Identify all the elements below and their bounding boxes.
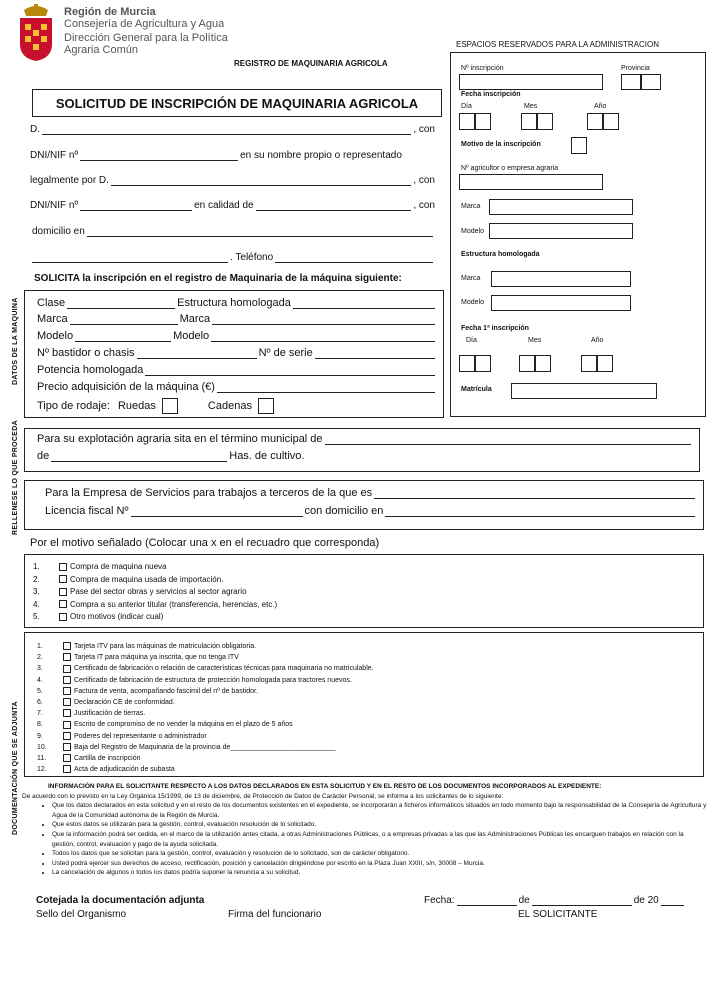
docs-item-text: Factura de venta, acompañando fascimil del nº de bastidor. <box>74 687 258 695</box>
clase-field[interactable] <box>67 298 175 309</box>
docs-item-number: 1. <box>37 643 43 650</box>
info-intro: De acuerdo con lo previsto en la Ley Orgánica 15/1999, de 13 de diciembre, de Protección de Datos de Carácter Personal, se informa a los solicitantes de lo siguiente: <box>22 792 504 800</box>
admin-marca-field[interactable] <box>489 199 633 215</box>
info-bullet: • Todos los datos que se solicitan para la gestión, control, evaluación y resolución de lo solicitado, son de carácter obligatorio. <box>52 849 708 859</box>
docs-checkbox[interactable] <box>63 676 71 684</box>
cotejada-label: Cotejada la documentación adjunta <box>36 895 205 906</box>
docs-item-number: 6. <box>37 699 43 707</box>
admin-fecha1-label: Fecha 1ª inscripción <box>461 325 529 332</box>
admin-dia-label: Día <box>461 103 472 110</box>
motivo-item-number: 3. <box>33 587 40 596</box>
motivo-item-number: 5. <box>33 612 40 621</box>
info-bullet: • Usted podrá ejercer sus derechos de acceso, rectificación, posición y cancelación dirigiéndose por escrito en la Plaza Juan XXIII, s/n, 30008 – Murcia. <box>52 859 708 869</box>
docs-item-number: 7. <box>37 710 43 718</box>
admin-mes-field-1[interactable] <box>521 113 537 130</box>
applicant-dni-row: DNI/NIF nº en su nombre propio o representado <box>30 150 402 161</box>
docs-item-number: 3. <box>37 665 43 673</box>
docs-item-text: Tarjeta ITV para las máquinas de matriculación obligatoria. <box>74 643 257 650</box>
empresa-field[interactable] <box>374 488 695 499</box>
admin-dia-field-2[interactable] <box>475 113 491 130</box>
coat-of-arms-icon <box>14 4 58 62</box>
admin-n-inscripcion-field[interactable] <box>459 74 603 90</box>
motivo-box <box>24 554 704 628</box>
representative-capacity-field[interactable] <box>256 200 412 211</box>
docs-list <box>37 641 374 775</box>
docs-item-number: 8. <box>37 721 43 729</box>
address-continued-field[interactable] <box>32 252 228 263</box>
estructura-modelo-field[interactable] <box>211 331 435 342</box>
admin-estructura-label: Estructura homologada <box>461 251 540 258</box>
docs-item-text: Certificado de fabricación de estructura de protección homologada para tractores nuevos. <box>74 676 352 684</box>
admin-matricula-field[interactable] <box>511 383 657 399</box>
docs-item-text: Tarjeta IT para máquina ya inscrita, que no tenga ITV <box>74 654 239 662</box>
motivo-item <box>33 599 277 612</box>
docs-item-text: Certificado de fabricación o relación de características técnicas para maquinaria no matriculable. <box>74 665 374 673</box>
docs-item <box>37 719 374 730</box>
org-directorate-2: Agraria Común <box>64 44 138 56</box>
admin-dia2-label: Día <box>466 337 477 344</box>
admin-estructura-marca-field[interactable] <box>491 271 631 287</box>
admin-mes-field-2[interactable] <box>537 113 553 130</box>
company-address-field[interactable] <box>385 506 695 517</box>
applicant-name-field[interactable] <box>42 124 411 135</box>
precio-row: Precio adquisición de la máquina (€) <box>37 381 437 393</box>
admin-marca-label: Marca <box>461 203 481 210</box>
docs-item-text: Justificación de tierras. <box>74 710 146 718</box>
info-section <box>22 782 708 878</box>
info-bullet: • La cancelación de algunos o todos los datos podría suponer la renuncia a su solicitud. <box>52 868 708 878</box>
motivo-item <box>33 574 277 587</box>
firma-label: Firma del funcionario <box>228 909 322 920</box>
admin-n-agricultor-field[interactable] <box>459 174 603 190</box>
representative-dni-field[interactable] <box>80 200 192 211</box>
admin-mes2-field-2[interactable] <box>535 355 551 372</box>
motivo-title: Por el motivo señalado (Colocar una x en el recuadro que corresponda) <box>30 537 380 549</box>
motivo-checkbox[interactable] <box>59 588 67 596</box>
address-row: domicilio en <box>32 226 435 237</box>
admin-ano-label: Año <box>594 103 607 110</box>
fill-side-label: RELLENESE LO QUE PROCEDA <box>12 420 19 535</box>
admin-ano-field-1[interactable] <box>587 113 603 130</box>
form-title: SOLICITUD DE INSCRIPCIÓN DE MAQUINARIA AGRICOLA <box>55 95 419 111</box>
info-title: INFORMACIÓN PARA EL SOLICITANTE RESPECTO A LOS DATOS DECLARADOS EN ESTA SOLICITUD Y EN EL RESTO DE LOS DOCUMENTOS INCORPORADOS AL EXPEDIENTE: <box>48 783 602 790</box>
docs-item <box>37 686 374 697</box>
docs-item <box>37 675 374 686</box>
docs-item <box>37 663 374 674</box>
admin-ano2-label: Año <box>591 337 604 344</box>
applicant-name-row: D. , con <box>30 124 435 135</box>
admin-modelo-field[interactable] <box>489 223 633 239</box>
docs-box <box>24 632 704 777</box>
admin-dia2-field-1[interactable] <box>459 355 475 372</box>
licencia-row: Licencia fiscal Nº con domicilio en <box>45 505 697 517</box>
motivo-item <box>33 561 277 574</box>
admin-provincia-label: Provincia <box>621 65 650 72</box>
phone-field[interactable] <box>275 252 433 263</box>
docs-item-text: Acta de adjudicación de subasta <box>74 766 175 774</box>
hectares-row: de Has. de cultivo. <box>37 450 305 462</box>
docs-item-number: 9. <box>37 732 43 740</box>
ruedas-checkbox[interactable] <box>162 398 178 414</box>
solicitante-label: EL SOLICITANTE <box>518 909 598 920</box>
admin-motivo-label: Motivo de la inscripción <box>461 141 541 148</box>
docs-checkbox[interactable] <box>63 665 71 673</box>
empresa-row: Para la Empresa de Servicios para trabajos a terceros de la que es <box>45 487 697 499</box>
marca-field[interactable] <box>70 314 178 325</box>
municipality-row: Para su explotación agraria sita en el término municipal de <box>37 433 693 445</box>
form-title-box <box>32 89 442 117</box>
info-bullet: • Que estos datos se utilizarán para la gestión, control, evaluación resolución de lo solicitado. <box>52 820 708 830</box>
docs-checkbox[interactable] <box>63 732 71 740</box>
bastidor-row: Nº bastidor o chasis Nº de serie <box>37 347 437 359</box>
docs-checkbox[interactable] <box>63 653 71 661</box>
admin-marca2-label: Marca <box>461 275 481 282</box>
region-logo <box>14 4 58 62</box>
licencia-field[interactable] <box>131 506 303 517</box>
machine-data-box <box>24 290 444 418</box>
info-bullets <box>22 801 708 878</box>
motivo-item-text: Compra de maquina usada de importación. <box>70 574 224 584</box>
municipality-field[interactable] <box>325 434 691 445</box>
representative-name-field[interactable] <box>111 175 411 186</box>
admin-matricula-label: Matrícula <box>461 386 492 393</box>
docs-item-number: 11. <box>37 755 47 763</box>
estructura-field[interactable] <box>293 298 435 309</box>
admin-modelo-label: Modelo <box>461 228 484 235</box>
motivo-checkbox[interactable] <box>59 563 67 571</box>
date-year-field[interactable] <box>661 895 684 906</box>
docs-checkbox[interactable] <box>63 743 71 751</box>
docs-item-number: 2. <box>37 654 43 662</box>
machine-side-label: DATOS DE LA MAQUINA <box>12 297 19 385</box>
org-name: Región de Murcia <box>64 6 156 18</box>
admin-n-agricultor-label: Nº agricultor o empresa agraria <box>461 165 559 172</box>
admin-provincia-field-1[interactable] <box>621 74 641 90</box>
admin-mes2-label: Mes <box>528 337 542 344</box>
admin-reserved-title: ESPACIOS RESERVADOS PARA LA ADMINISTRACION <box>456 40 660 49</box>
motivo-item-number: 1. <box>33 562 40 571</box>
motivo-item-text: Compra de maquina nueva <box>70 562 167 571</box>
representative-row: legalmente por D. , con <box>30 175 435 186</box>
docs-item-number: 4. <box>37 676 43 684</box>
date-day-field[interactable] <box>457 895 517 906</box>
admin-provincia-field-2[interactable] <box>641 74 661 90</box>
motivo-list <box>33 561 277 624</box>
docs-checkbox[interactable] <box>63 698 71 706</box>
admin-modelo2-label: Modelo <box>461 299 484 306</box>
info-bullet: • Que los datos declarados en esta solicitud y en el resto de los documentos existentes en el expediente, se incorporarán a ficheros informáticos situados en todo momento bajo la responsabilidad de la Consejería de Agricultura y Agua de la Comunidad autónoma de la Región de Murcia. <box>52 801 708 820</box>
motivo-item-number: 4. <box>33 599 40 609</box>
admin-mes2-field-1[interactable] <box>519 355 535 372</box>
admin-ano-field-2[interactable] <box>603 113 619 130</box>
docs-checkbox[interactable] <box>63 765 71 773</box>
date-row: Fecha: de de 20 <box>424 895 686 906</box>
org-directorate: Dirección General para la Política <box>64 32 228 44</box>
phone-row: . Teléfono <box>30 252 435 263</box>
docs-side-label: DOCUMENTACIÓN QUE SE ADJUNTA <box>12 701 19 835</box>
date-month-field[interactable] <box>532 895 632 906</box>
admin-panel <box>450 52 706 417</box>
motivo-item <box>33 586 277 599</box>
admin-n-inscripcion-label: Nº inscripción <box>461 65 504 72</box>
motivo-item-text: Pase del sector obras y servicios al sector agrario <box>70 587 247 596</box>
serie-field[interactable] <box>315 348 435 359</box>
docs-item-number: 12. <box>37 766 47 774</box>
admin-motivo-field[interactable] <box>571 137 587 154</box>
docs-item-text: Baja del Registro de Maquinaria de la provincia de___________________________ <box>74 743 336 751</box>
address-field[interactable] <box>87 226 433 237</box>
registry-title: REGISTRO DE MAQUINARIA AGRICOLA <box>234 59 388 68</box>
modelo-row: Modelo Modelo <box>37 330 437 342</box>
motivo-checkbox[interactable] <box>59 600 67 608</box>
docs-item-text: Poderes del representante o administrador <box>74 732 207 740</box>
org-department: Consejería de Agricultura y Agua <box>64 18 225 30</box>
docs-item <box>37 742 374 753</box>
request-statement: SOLICITA la inscripción en el registro de Maquinaria de la máquina siguiente: <box>34 273 402 284</box>
motivo-checkbox[interactable] <box>59 613 67 621</box>
province-field[interactable] <box>51 451 227 462</box>
admin-dia2-field-2[interactable] <box>475 355 491 372</box>
modelo-field[interactable] <box>75 331 171 342</box>
docs-checkbox[interactable] <box>63 754 71 762</box>
docs-checkbox[interactable] <box>63 687 71 695</box>
motivo-item-number: 2. <box>33 574 40 584</box>
potencia-field[interactable] <box>145 365 435 376</box>
docs-item-text: Cartilla de inscripción <box>74 755 141 763</box>
bastidor-field[interactable] <box>137 348 257 359</box>
docs-item <box>37 708 374 719</box>
info-bullet: • Que la información podrá ser cedida, en el marco de la utilización antes citada, a otras Administraciones Públicas, o a empresas privadas a las que las Administraciones Públicas les encarguen trabajos en relación con la gestión, control, evaluación y pago de la ayuda solicitada. <box>52 830 708 849</box>
services-company-box <box>24 480 704 530</box>
docs-item-text: Escrito de compromiso de no vender la máquina en el plazo de 5 años <box>74 721 293 729</box>
motivo-item <box>33 611 277 624</box>
rodaje-row: Tipo de rodaje: Ruedas Cadenas <box>37 398 274 414</box>
exploitation-box <box>24 428 700 472</box>
docs-item <box>37 641 374 652</box>
docs-checkbox[interactable] <box>63 721 71 729</box>
cadenas-checkbox[interactable] <box>258 398 274 414</box>
precio-field[interactable] <box>217 382 435 393</box>
admin-mes-label: Mes <box>524 103 538 110</box>
docs-item-number: 10. <box>37 743 47 751</box>
estructura-marca-field[interactable] <box>212 314 435 325</box>
motivo-item-text: Compra a su anterior titular (transferencia, herencias, etc.) <box>70 599 278 609</box>
clase-row: Clase Estructura homologada <box>37 297 437 309</box>
docs-item-text: Declaración CE de conformidad. <box>74 699 175 707</box>
docs-item <box>37 731 374 742</box>
docs-checkbox[interactable] <box>63 709 71 717</box>
representative-dni-row: DNI/NIF nº en calidad de , con <box>30 200 435 211</box>
admin-dia-field-1[interactable] <box>459 113 475 130</box>
docs-checkbox[interactable] <box>63 642 71 650</box>
docs-item <box>37 764 374 775</box>
admin-ano2-field-2[interactable] <box>597 355 613 372</box>
admin-fecha-label: Fecha inscripción <box>461 91 521 98</box>
docs-item <box>37 753 374 764</box>
sello-label: Sello del Organismo <box>36 909 127 920</box>
admin-ano2-field-1[interactable] <box>581 355 597 372</box>
motivo-item-text: Otro motivos (indicar cual) <box>70 612 164 621</box>
applicant-dni-field[interactable] <box>80 150 238 161</box>
motivo-checkbox[interactable] <box>59 575 67 583</box>
docs-item-number: 5. <box>37 687 43 695</box>
marca-row: Marca Marca <box>37 313 437 325</box>
docs-item <box>37 697 374 708</box>
docs-item <box>37 652 374 663</box>
admin-estructura-modelo-field[interactable] <box>491 295 631 311</box>
potencia-row: Potencia homologada <box>37 364 437 376</box>
